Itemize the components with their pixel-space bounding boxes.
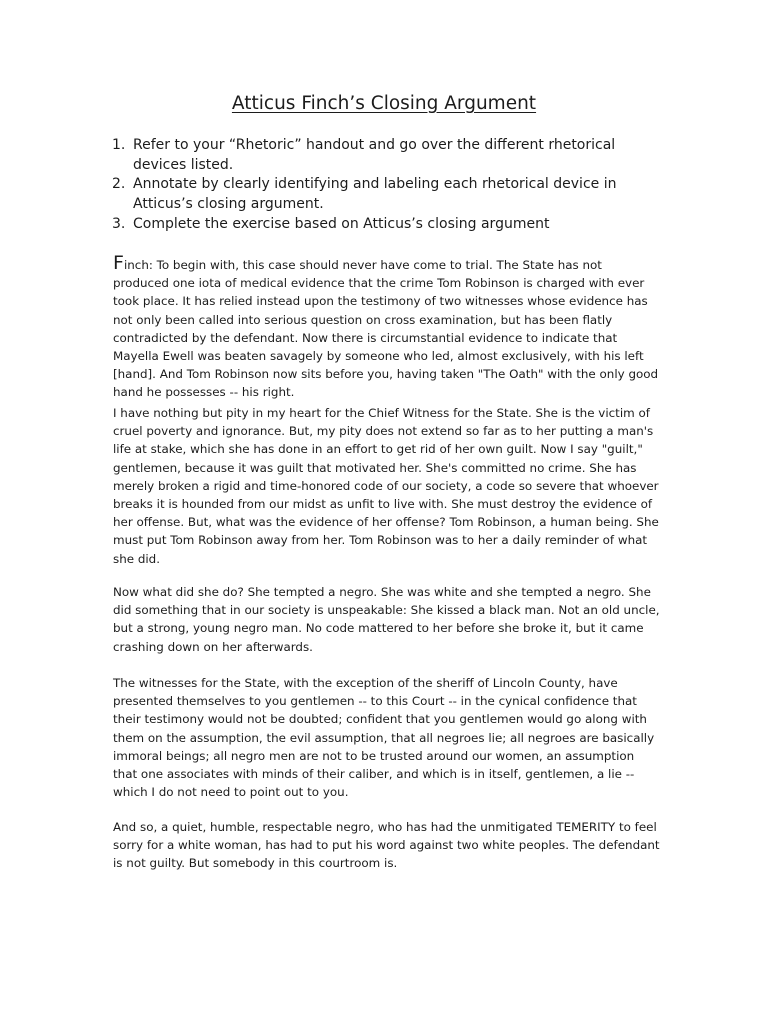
instructions-list <box>110 136 650 235</box>
instruction-item <box>110 136 650 175</box>
instruction-item <box>110 215 650 235</box>
instruction-text: Refer to your “Rhetoric” handout and go over the different rhetorical devices listed. <box>133 137 616 173</box>
document-title: Atticus Finch’s Closing Argument <box>231 93 537 114</box>
speech-paragraph: I have nothing but pity in my heart for the Chief Witness for the State. She is the victim of cruel poverty and ignorance. But, my pity does not extend so far as to her putting a man's life at stake, which she has done in an effort to get rid of her own guilt. Now I say "guilt," gentlemen, because it was guilt that motivated her. She's committed no crime. She has merely broken a rigid and time-honored code of our society, a code so severe that whoever breaks it is hounded from our midst as unfit to live with. She must destroy the evidence of her offense. But, what was the evidence of her offense? Tom Robinson, a human being. She must put Tom Robinson away from her. Tom Robinson was to her a daily reminder of what she did. <box>113 406 659 566</box>
speech-paragraph <box>113 252 661 402</box>
speaker-initial: F <box>113 252 124 274</box>
instruction-number: 2. <box>112 176 126 193</box>
instruction-number: 3. <box>112 215 126 232</box>
instruction-text: Complete the exercise based on Atticus’s closing argument <box>133 215 550 232</box>
speech-paragraph: Now what did she do? She tempted a negro. She was white and she tempted a negro. She did something that in our society is unspeakable: She kissed a black man. Not an old uncle, but a strong, young negro man. No code mattered to her before she broke it, but it came crashing down on her afterwards. <box>113 585 660 654</box>
instruction-number: 1. <box>112 137 126 153</box>
speech-paragraph: The witnesses for the State, with the exception of the sheriff of Lincoln County, have presented themselves to you gentlemen -- to this Court -- in the cynical confidence that their testimony would not be doubted; confident that you gentlemen would go along with them on the assumption, the evil assumption, that all negroes lie; all negroes are basically immoral beings; all negro men are not to be trusted around our women, an assumption that one associates with minds of their caliber, and which is in itself, gentlemen, a lie -- which I do not need to point out to you. <box>113 676 655 800</box>
instruction-text: Annotate by clearly identifying and labeling each rhetorical device in Atticus’s closing argument. <box>133 176 617 213</box>
instruction-item <box>110 175 650 214</box>
speaker-label: inch: <box>123 258 153 272</box>
speech-paragraph: And so, a quiet, humble, respectable negro, who has had the unmitigated TEMERITY to feel sorry for a white woman, has had to put his word against two white peoples. The defendant is not guilty. But somebody in this courtroom is. <box>113 820 660 871</box>
paragraph-text: To begin with, this case should never have come to trial. The State has not produced one iota of medical evidence that the crime Tom Robinson is charged with ever took place. It has relied instead upon the testimony of two witnesses whose evidence has not only been called into serious question on cross examination, but has been flatly contradicted by the defendant. Now there is circumstantial evidence to indicate that Mayella Ewell was beaten savagely by someone who led, almost exclusively, with his left [hand]. And Tom Robinson now sits before you, having taken "The Oath" with the only good hand he possesses -- his right. <box>113 258 659 400</box>
